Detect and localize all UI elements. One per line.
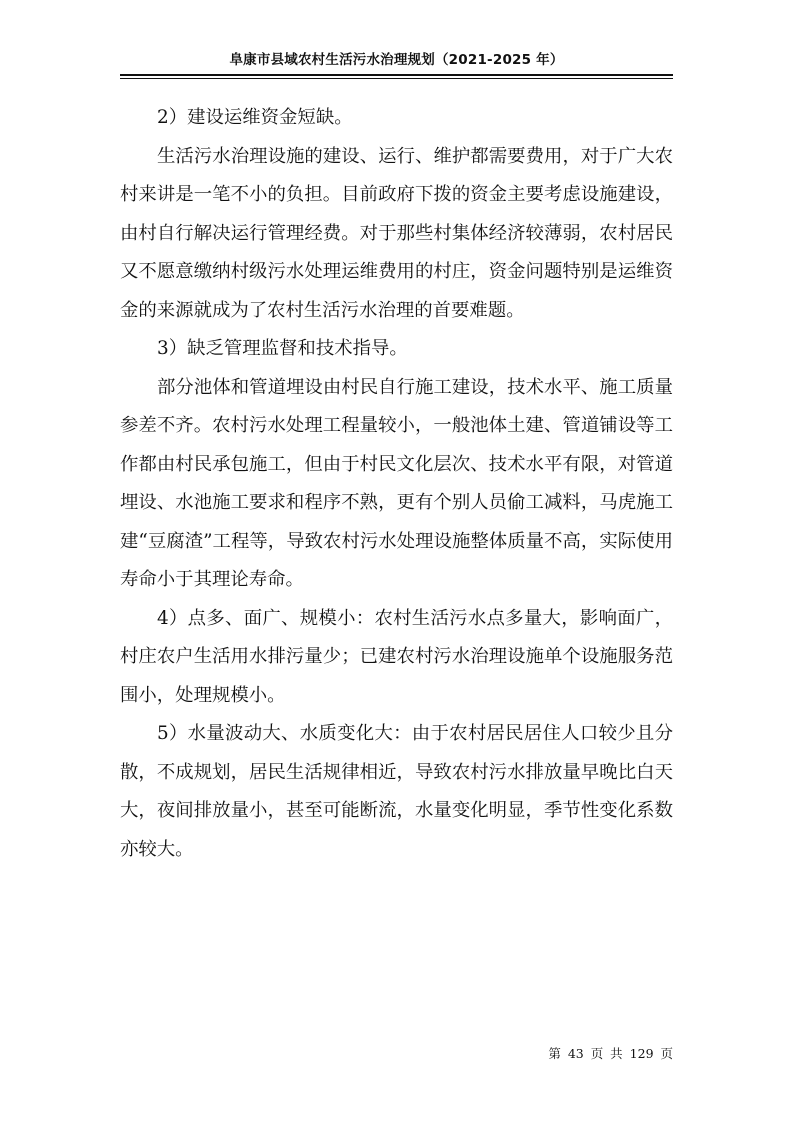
para-scale <box>120 600 673 716</box>
heading-2 <box>120 99 673 138</box>
page-number: 第 43 页 共 129 页 <box>548 1046 673 1061</box>
text-line: 生活污水治理设施的建设、运行、维护都需要费用，对于广大农 <box>157 145 673 167</box>
header-rule-thick <box>120 74 673 76</box>
text-line: 建“豆腐渣”工程等，导致农村污水处理设施整体质量不高，实际使用 <box>120 530 673 552</box>
text-line: 由村自行解决运行管理经费。对于那些村集体经济较薄弱，农村居民 <box>120 222 673 244</box>
text-line: 村庄农户生活用水排污量少；已建农村污水治理设施单个设施服务范 <box>120 646 673 667</box>
document-body <box>120 99 673 869</box>
para-fluctuation <box>120 715 673 869</box>
text-line: 参差不齐。农村污水处理工程量较小，一般池体土建、管道铺设等工 <box>120 415 673 436</box>
text-line: 又不愿意缴纳村级污水处理运维费用的村庄，资金问题特别是运维资 <box>120 261 673 282</box>
text-line: 埋设、水池施工要求和程序不熟，更有个别人员偷工减料，马虎施工 <box>120 492 673 513</box>
text-line: 围小，处理规模小。 <box>120 684 286 706</box>
para-funding <box>120 138 673 331</box>
para-management <box>120 369 673 600</box>
text-line: 2）建设运维资金短缺。 <box>157 107 353 128</box>
text-line: 寿命小于其理论寿命。 <box>120 569 304 590</box>
text-line: 大，夜间排放量小，甚至可能断流，水量变化明显，季节性变化系数 <box>120 800 673 821</box>
text-line: 5）水量波动大、水质变化大：由于农村居民居住人口较少且分 <box>157 723 673 744</box>
text-line: 散，不成规划，居民生活规律相近，导致农村污水排放量早晚比白天 <box>120 761 673 783</box>
text-line: 金的来源就成为了农村生活污水治理的首要难题。 <box>120 299 525 321</box>
text-line: 作都由村民承包施工，但由于村民文化层次、技术水平有限，对管道 <box>120 453 673 475</box>
header-title: 阜康市县域农村生活污水治理规划（2021-2025 年） <box>229 52 564 68</box>
text-line: 3）缺乏管理监督和技术指导。 <box>157 338 408 359</box>
text-line: 部分池体和管道埋设由村民自行施工建设，技术水平、施工质量 <box>157 376 673 398</box>
text-line: 4）点多、面广、规模小：农村生活污水点多量大，影响面广， <box>157 607 673 629</box>
text-line: 村来讲是一笔不小的负担。目前政府下拨的资金主要考虑设施建设， <box>120 184 673 205</box>
heading-3 <box>120 330 673 369</box>
text-line: 亦较大。 <box>120 838 194 860</box>
header-rule-thin <box>120 78 673 79</box>
